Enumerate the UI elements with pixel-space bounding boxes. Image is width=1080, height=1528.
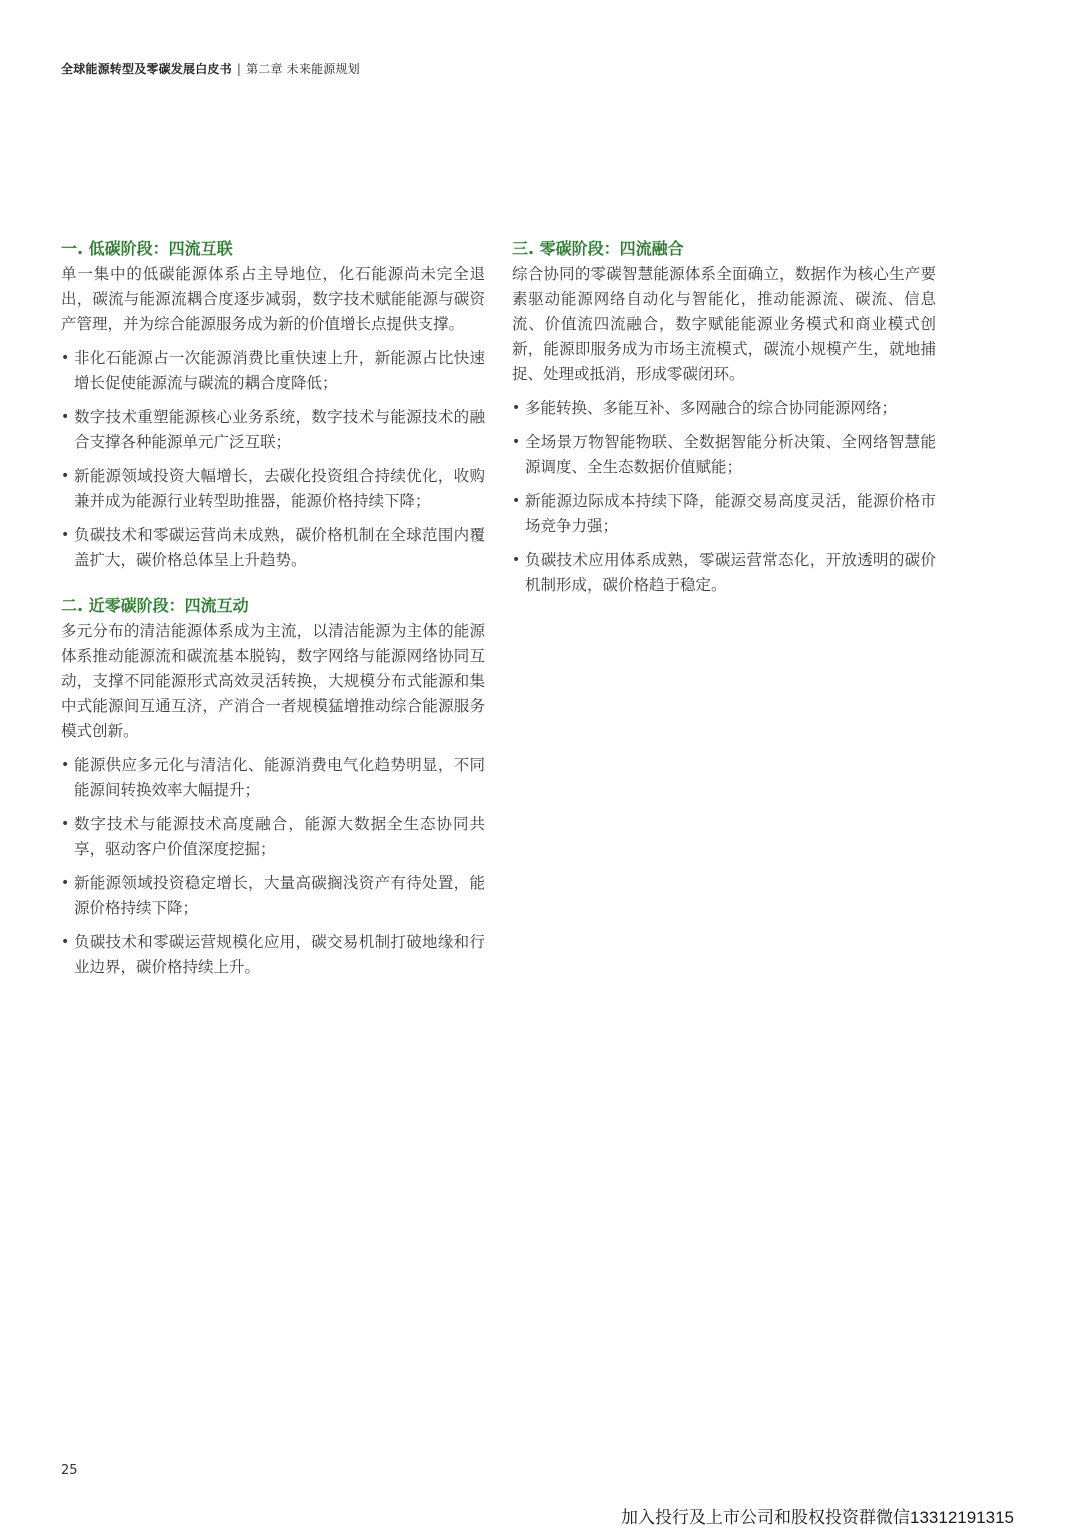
chapter-title: 第二章 未来能源规划 (246, 62, 360, 76)
bullet-icon: • (61, 934, 70, 950)
bullet-icon: • (512, 552, 521, 568)
section-near-zero-carbon (61, 595, 485, 980)
list-item (512, 396, 936, 421)
list-item (61, 812, 485, 862)
list-item-text: 新能源领域投资大幅增长，去碳化投资组合持续优化，收购兼并成为能源行业转型助推器，能源价格持续下降； (74, 467, 485, 510)
bullet-list (61, 346, 485, 573)
list-item (61, 753, 485, 803)
section-intro: 单一集中的低碳能源体系占主导地位，化石能源尚未完全退出，碳流与能源流耦合度逐步减弱，数字技术赋能能源与碳资产管理，并为综合能源服务成为新的价值增长点提供支撑。 (61, 265, 485, 333)
bullet-icon: • (61, 816, 70, 832)
bullet-icon: • (61, 350, 70, 366)
section-heading: 二. 近零碳阶段：四流互动 (61, 596, 249, 615)
list-item-text: 负碳技术和零碳运营尚未成熟，碳价格机制在全球范围内覆盖扩大，碳价格总体呈上升趋势。 (74, 526, 485, 569)
bullet-icon: • (61, 468, 70, 484)
section-heading: 三. 零碳阶段：四流融合 (512, 239, 684, 258)
bullet-icon: • (512, 434, 521, 450)
right-column (512, 238, 936, 620)
list-item-text: 数字技术重塑能源核心业务系统，数字技术与能源技术的融合支撑各种能源单元广泛互联； (74, 408, 485, 451)
section-intro: 多元分布的清洁能源体系成为主流，以清洁能源为主体的能源体系推动能源流和碳流基本脱钩，数字网络与能源网络协同互动，支撑不同能源形式高效灵活转换，大规模分布式能源和集中式能源间互通互济，产消合一者规模猛增推动综合能源服务模式创新。 (61, 622, 485, 740)
bullet-list (512, 396, 936, 598)
list-item-text: 负碳技术应用体系成熟，零碳运营常态化，开放透明的碳价机制形成，碳价格趋于稳定。 (525, 551, 936, 594)
section-heading: 一. 低碳阶段：四流互联 (61, 239, 233, 258)
list-item (61, 930, 485, 980)
list-item (61, 464, 485, 514)
list-item (61, 871, 485, 921)
list-item-text: 全场景万物智能物联、全数据智能分析决策、全网络智慧能源调度、全生态数据价值赋能； (525, 433, 936, 476)
footer-promo-text: 加入投行及上市公司和股权投资群微信13312191315 (621, 1508, 1014, 1527)
section-zero-carbon (512, 238, 936, 598)
bullet-icon: • (61, 409, 70, 425)
list-item-text: 多能转换、多能互补、多网融合的综合协同能源网络； (525, 399, 898, 417)
running-header (61, 60, 360, 77)
page-number: 25 (61, 1463, 78, 1478)
bullet-icon: • (61, 527, 70, 543)
bullet-icon: • (61, 875, 70, 891)
bullet-icon: • (61, 757, 70, 773)
section-low-carbon (61, 238, 485, 573)
list-item-text: 新能源边际成本持续下降，能源交易高度灵活，能源价格市场竞争力强； (525, 492, 936, 535)
left-column (61, 238, 485, 1002)
list-item-text: 非化石能源占一次能源消费比重快速上升，新能源占比快速增长促使能源流与碳流的耦合度降低； (74, 349, 485, 392)
list-item-text: 负碳技术和零碳运营规模化应用，碳交易机制打破地缘和行业边界，碳价格持续上升。 (74, 933, 485, 976)
list-item-text: 新能源领域投资稳定增长，大量高碳搁浅资产有待处置，能源价格持续下降； (74, 874, 485, 917)
document-title: 全球能源转型及零碳发展白皮书 (61, 62, 232, 76)
list-item-text: 数字技术与能源技术高度融合，能源大数据全生态协同共享，驱动客户价值深度挖掘； (74, 815, 485, 858)
list-item (61, 405, 485, 455)
list-item (512, 430, 936, 480)
section-intro: 综合协同的零碳智慧能源体系全面确立，数据作为核心生产要素驱动能源网络自动化与智能化，推动能源流、碳流、信息流、价值流四流融合，数字赋能能源业务模式和商业模式创新，能源即服务成为市场主流模式，碳流小规模产生，就地捕捉、处理或抵消，形成零碳闭环。 (512, 265, 936, 383)
bullet-list (61, 753, 485, 980)
list-item (61, 523, 485, 573)
list-item-text: 能源供应多元化与清洁化、能源消费电气化趋势明显，不同能源间转换效率大幅提升； (74, 756, 485, 799)
list-item (512, 489, 936, 539)
header-separator: | (236, 62, 242, 76)
list-item (61, 346, 485, 396)
bullet-icon: • (512, 400, 521, 416)
list-item (512, 548, 936, 598)
bullet-icon: • (512, 493, 521, 509)
